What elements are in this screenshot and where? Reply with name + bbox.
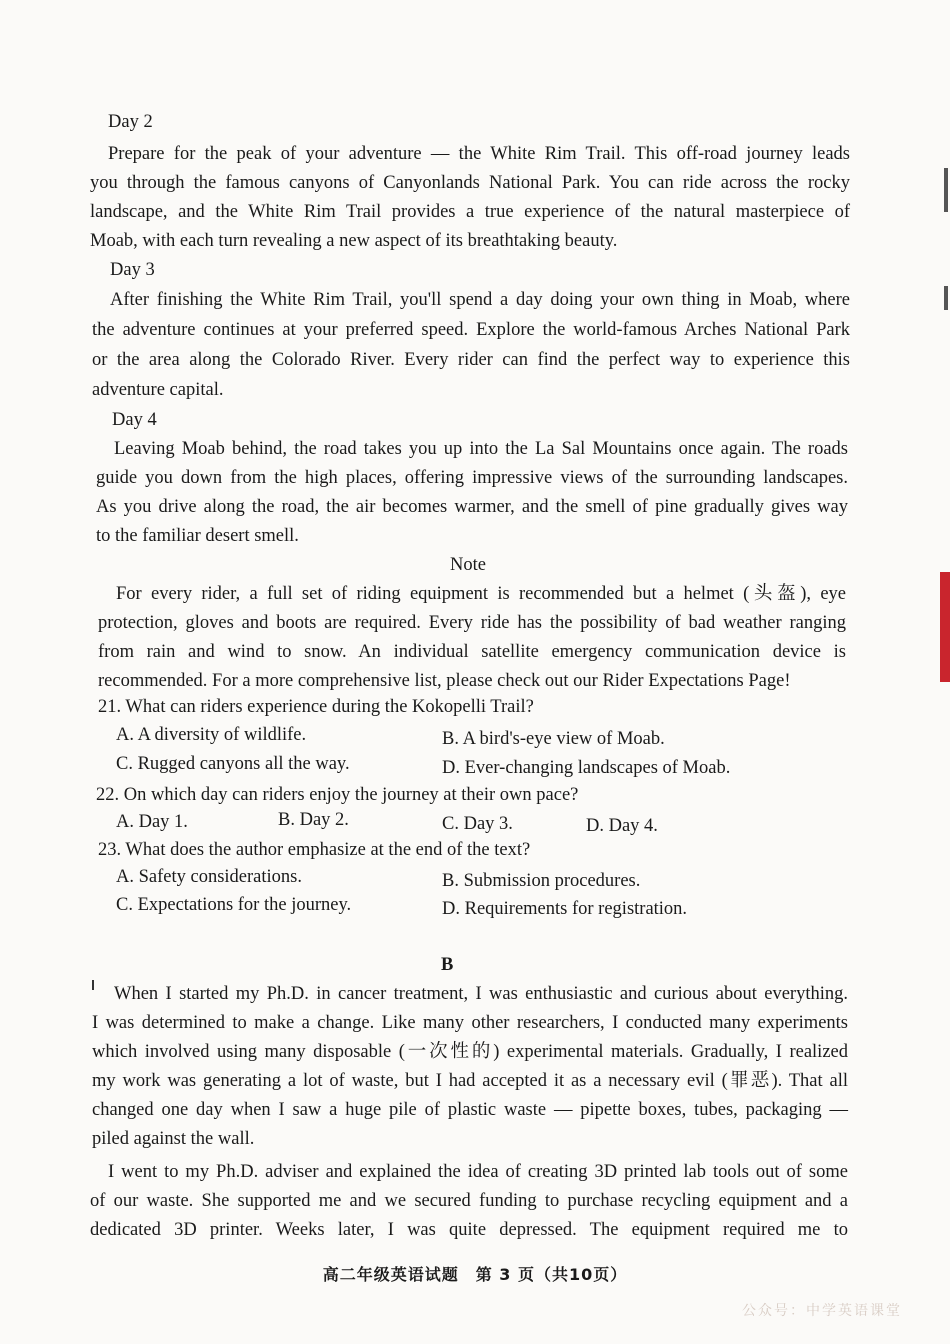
question-23-option-d[interactable]: D. Requirements for registration.: [442, 899, 688, 919]
page-footer: 高二年级英语试题 第 3 页（共10页）: [322, 1265, 628, 1284]
passage-b-p1-line-3: which involved using many disposable (一次性的) experimental materials. Gradually, I realized: [92, 1042, 848, 1062]
stray-mark: [92, 980, 94, 990]
day2-line-4: Moab, with each turn revealing a new aspect of its breathtaking beauty.: [90, 231, 618, 251]
day3-line-3: or the area along the Colorado River. Every rider can find the perfect way to experience this: [92, 350, 850, 370]
question-21-stem: 21. What can riders experience during the Kokopelli Trail?: [98, 697, 534, 717]
day3-line-1: After finishing the White Rim Trail, you'll spend a day doing your own thing in Moab, where: [110, 290, 850, 310]
question-21-option-d[interactable]: D. Ever-changing landscapes of Moab.: [442, 758, 731, 778]
passage-b-label: B: [441, 955, 454, 975]
question-23-option-a[interactable]: A. Safety considerations.: [116, 867, 302, 887]
question-23-stem: 23. What does the author emphasize at the end of the text?: [98, 840, 531, 860]
scan-edge-mark-mid: [944, 286, 948, 310]
day2-line-3: landscape, and the White Rim Trail provides a true experience of the natural masterpiece of: [90, 202, 850, 222]
day4-line-2: guide you down from the high places, offering impressive views of the surrounding landscapes.: [96, 468, 848, 488]
passage-b-p1-line-6: piled against the wall.: [92, 1129, 255, 1149]
passage-b-p1-line-2: I was determined to make a change. Like many other researchers, I conducted many experiments: [92, 1013, 848, 1033]
day4-line-3: As you drive along the road, the air becomes warmer, and the smell of pine gradually gives way: [96, 497, 848, 517]
question-23-option-b[interactable]: B. Submission procedures.: [442, 871, 641, 891]
note-line-4: recommended. For a more comprehensive list, please check out our Rider Expectations Page!: [98, 671, 791, 691]
day4-line-4: to the familiar desert smell.: [96, 526, 299, 546]
passage-b-p2-line-1: I went to my Ph.D. adviser and explained the idea of creating 3D printed lab tools out of some: [108, 1162, 848, 1182]
question-21-option-b[interactable]: B. A bird's-eye view of Moab.: [442, 729, 665, 749]
day3-line-4: adventure capital.: [92, 380, 224, 400]
question-22-option-c[interactable]: C. Day 3.: [442, 814, 513, 834]
passage-b-p2-line-3: dedicated 3D printer. Weeks later, I was quite depressed. The equipment required me to: [90, 1220, 848, 1240]
day4-line-1: Leaving Moab behind, the road takes you up into the La Sal Mountains once again. The roads: [114, 439, 848, 459]
question-22-option-b[interactable]: B. Day 2.: [278, 810, 349, 830]
question-22-option-d[interactable]: D. Day 4.: [586, 816, 658, 836]
day2-line-2: you through the famous canyons of Canyonlands National Park. You can ride across the rocky: [90, 173, 850, 193]
passage-b-p1-line-4: my work was generating a lot of waste, but I had accepted it as a necessary evil (罪恶). That all: [92, 1071, 848, 1091]
scan-edge-mark-top: [944, 168, 948, 212]
day2-heading: Day 2: [108, 112, 153, 132]
passage-b-p2-line-2: of our waste. She supported me and we secured funding to purchase recycling equipment and a: [90, 1191, 848, 1211]
question-22-stem: 22. On which day can riders enjoy the journey at their own pace?: [96, 785, 579, 805]
watermark: 公众号：中学英语课堂: [742, 1303, 902, 1319]
note-line-1: For every rider, a full set of riding equipment is recommended but a helmet (头盔), eye: [116, 584, 846, 604]
question-21-option-a[interactable]: A. A diversity of wildlife.: [116, 725, 307, 745]
note-line-3: from rain and wind to snow. An individual satellite emergency communication device is: [98, 642, 846, 662]
question-21-option-c[interactable]: C. Rugged canyons all the way.: [116, 754, 350, 774]
day3-heading: Day 3: [110, 260, 155, 280]
note-line-2: protection, gloves and boots are required. Every ride has the possibility of bad weather ranging: [98, 613, 846, 633]
day2-line-1: Prepare for the peak of your adventure — the White Rim Trail. This off-road journey leads: [108, 144, 850, 164]
passage-b-p1-line-5: changed one day when I saw a huge pile of plastic waste — pipette boxes, tubes, packaging —: [92, 1100, 848, 1120]
day4-heading: Day 4: [112, 410, 157, 430]
passage-b-p1-line-1: When I started my Ph.D. in cancer treatment, I was enthusiastic and curious about everything.: [114, 984, 848, 1004]
day3-line-2: the adventure continues at your preferred speed. Explore the world-famous Arches National Park: [92, 320, 850, 340]
question-22-option-a[interactable]: A. Day 1.: [116, 812, 188, 832]
scan-edge-red-mark: [940, 572, 950, 682]
note-heading: Note: [450, 555, 486, 575]
question-23-option-c[interactable]: C. Expectations for the journey.: [116, 895, 352, 915]
